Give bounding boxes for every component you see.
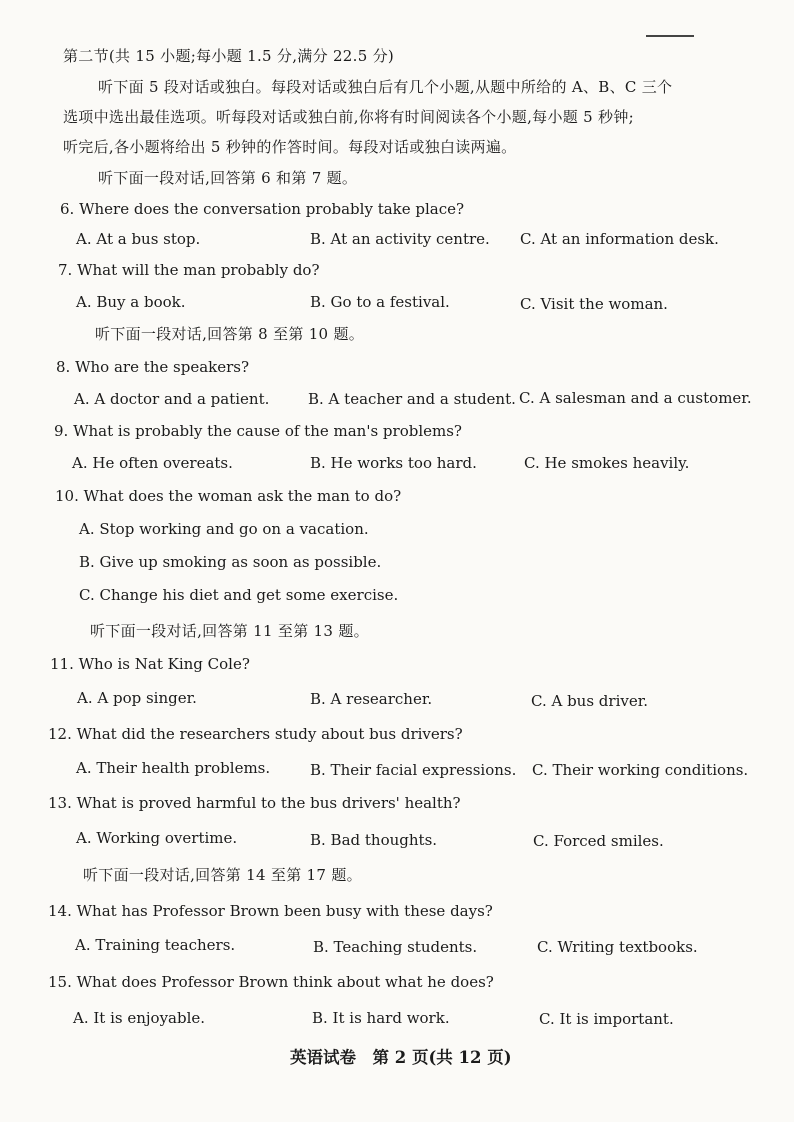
question-10-option-b[interactable]: B. Give up smoking as soon as possible. <box>79 553 382 571</box>
question-14-stem: 14. What has Professor Brown been busy with these days? <box>48 902 493 920</box>
question-15-stem: 15. What does Professor Brown think about what he does? <box>48 973 494 991</box>
question-6-option-b[interactable]: B. At an activity centre. <box>310 230 490 248</box>
top-rule <box>646 35 694 37</box>
question-7-option-b[interactable]: B. Go to a festival. <box>310 293 450 311</box>
question-6-option-c[interactable]: C. At an information desk. <box>520 230 719 248</box>
question-7-stem: 7. What will the man probably do? <box>58 261 320 279</box>
question-12-option-c[interactable]: C. Their working conditions. <box>532 761 749 779</box>
question-9-option-b[interactable]: B. He works too hard. <box>310 454 477 472</box>
question-13-option-c[interactable]: C. Forced smiles. <box>533 832 664 850</box>
section-heading: 第二节(共 15 小题;每小题 1.5 分,满分 22.5 分) <box>63 47 395 65</box>
question-12-option-b[interactable]: B. Their facial expressions. <box>310 761 517 779</box>
question-9-option-c[interactable]: C. He smokes heavily. <box>524 454 690 472</box>
question-7-option-c[interactable]: C. Visit the woman. <box>520 295 668 313</box>
question-13-option-b[interactable]: B. Bad thoughts. <box>310 831 438 849</box>
question-12-option-a[interactable]: A. Their health problems. <box>76 759 271 777</box>
question-8-option-a[interactable]: A. A doctor and a patient. <box>74 390 270 408</box>
question-11-option-b[interactable]: B. A researcher. <box>310 690 433 708</box>
question-10-stem: 10. What does the woman ask the man to do? <box>55 487 402 505</box>
instruction-line-1: 听下面 5 段对话或独白。每段对话或独白后有几个小题,从题中所给的 A、B、C 三个 <box>98 78 673 96</box>
question-15-option-b[interactable]: B. It is hard work. <box>312 1009 450 1027</box>
question-14-option-c[interactable]: C. Writing textbooks. <box>537 938 698 956</box>
question-9-stem: 9. What is probably the cause of the man's problems? <box>54 422 462 440</box>
question-15-option-c[interactable]: C. It is important. <box>539 1010 674 1028</box>
instruction-line-2: 选项中选出最佳选项。听每段对话或独白前,你将有时间阅读各个小题,每小题 5 秒钟; <box>63 108 634 126</box>
question-14-option-a[interactable]: A. Training teachers. <box>75 936 236 954</box>
question-6-option-a[interactable]: A. At a bus stop. <box>76 230 201 248</box>
question-6-stem: 6. Where does the conversation probably take place? <box>60 200 465 218</box>
question-15-option-a[interactable]: A. It is enjoyable. <box>73 1009 206 1027</box>
question-9-option-a[interactable]: A. He often overeats. <box>72 454 233 472</box>
question-8-stem: 8. Who are the speakers? <box>56 358 250 376</box>
question-10-option-a[interactable]: A. Stop working and go on a vacation. <box>79 520 369 538</box>
question-8-option-b[interactable]: B. A teacher and a student. <box>308 390 516 408</box>
dialogue-intro-6-7: 听下面一段对话,回答第 6 和第 7 题。 <box>98 169 358 187</box>
question-11-stem: 11. Who is Nat King Cole? <box>50 655 250 673</box>
question-13-stem: 13. What is proved harmful to the bus drivers' health? <box>48 794 461 812</box>
dialogue-intro-8-10: 听下面一段对话,回答第 8 至第 10 题。 <box>95 325 365 343</box>
question-11-option-c[interactable]: C. A bus driver. <box>531 692 649 710</box>
question-10-option-c[interactable]: C. Change his diet and get some exercise. <box>79 586 399 604</box>
question-11-option-a[interactable]: A. A pop singer. <box>77 689 197 707</box>
page-footer: 英语试卷 第 2 页(共 12 页) <box>290 1048 512 1067</box>
question-7-option-a[interactable]: A. Buy a book. <box>76 293 186 311</box>
dialogue-intro-14-17: 听下面一段对话,回答第 14 至第 17 题。 <box>83 866 362 884</box>
question-12-stem: 12. What did the researchers study about bus drivers? <box>48 725 463 743</box>
instruction-line-3: 听完后,各小题将给出 5 秒钟的作答时间。每段对话或独白读两遍。 <box>63 138 517 156</box>
question-13-option-a[interactable]: A. Working overtime. <box>76 829 238 847</box>
dialogue-intro-11-13: 听下面一段对话,回答第 11 至第 13 题。 <box>90 622 369 640</box>
question-8-option-c[interactable]: C. A salesman and a customer. <box>519 389 752 407</box>
question-14-option-b[interactable]: B. Teaching students. <box>313 938 478 956</box>
